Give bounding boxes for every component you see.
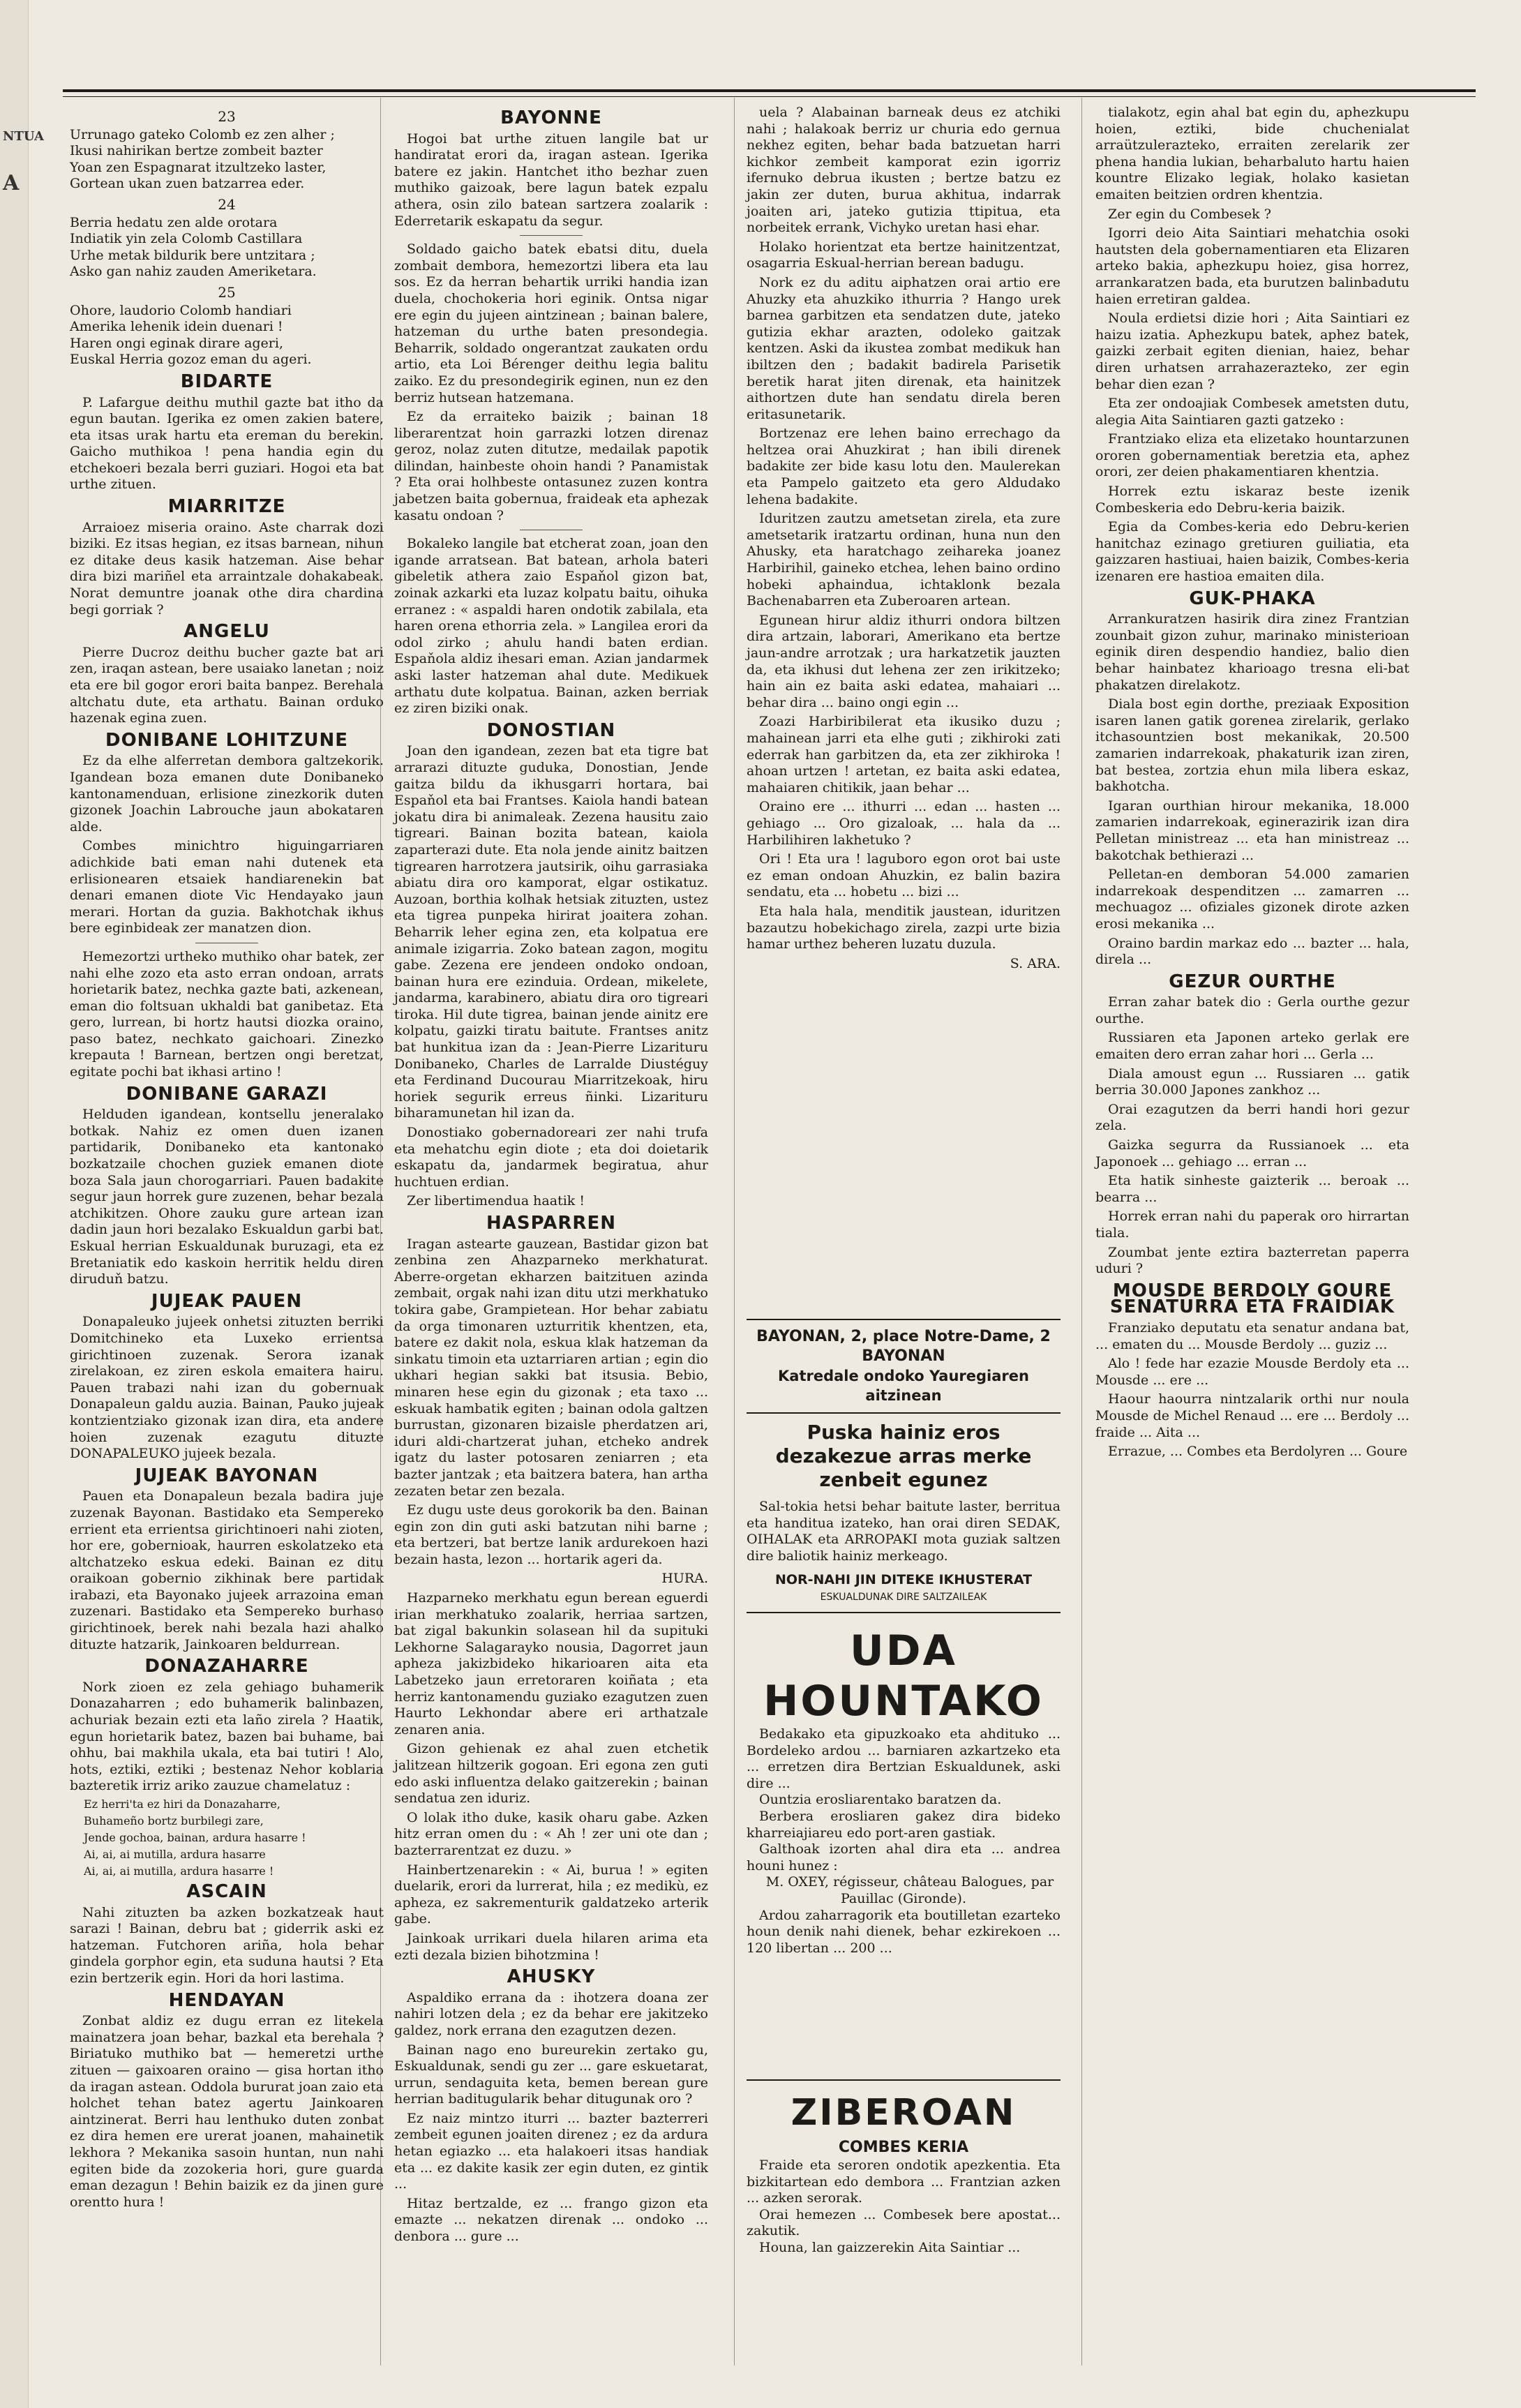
poem-number: 25: [218, 283, 236, 301]
article-text: Noula erdietsi dizie hori ; Aita Saintiari ez haizu izatia. Aphezkupu batek, aphez batek, gaizki zerbait egiten dienian, haiez, behar diren urhatsen arrahazerazteko, zer egin behar dien ezan ?: [1095, 311, 1409, 392]
section-heading-guk-phaka: GUK-PHAKA: [1189, 588, 1316, 609]
article-text: Gaizka segurra da Russianoek ... eta Japonoek ... gehiago ... erran ...: [1095, 1137, 1409, 1169]
article-text: Houna, lan gaizzerekin Aita Saintiar ...: [759, 2239, 1021, 2255]
article-text: Russiaren eta Japonen arteko gerlak ere emaiten dero erran zahar hori ... Gerla ...: [1095, 1030, 1409, 1063]
section-heading-jujeak-pauen: JUJEAK PAUEN: [151, 1290, 303, 1312]
article-text: Donapaleuko jujeek onhetsi zituzten berriki Domitchineko eta Luxeko errientsa girichtinoen zuzenak. Serora izanak zirelakoan, ez ziren eskola emaitera hairu. Pauen trabazi nahi izan du gobernuak Donapaleun galdu auzia. Bainan, Pauko jujeak kontzientziako gizonak izan dira, eta andere hoien zuzenak ezagutu dituzte DONAPALEUKO jujeek bezala.: [70, 1314, 384, 1462]
column-divider: [1081, 98, 1082, 2365]
article-text: Ori ! Eta ura ! laguboro egon orot bai uste ez eman ondoan Ahuzkin, ez balin bazira sendatu, eta ... hobetu ... bizi ...: [747, 851, 1061, 900]
verse-line: Ai, ai, ai mutilla, ardura hasarre !: [84, 1864, 274, 1878]
article-text: Holako horientzat eta bertze hainitzentzat, osagarria Eskual-herrian berean badugu.: [747, 239, 1061, 271]
article-text: Zoazi Harbiribilerat eta ikusiko duzu ; mahainean jarri eta elhe guti ; zikhiroki zati ederrak han garbitzen da, eta zer zikhiroka ! ahoan urtzen ! artetan, ez baita aski edatea, mahaiaren chitikik, jaan behar ...: [747, 714, 1061, 795]
section-subheading: COMBES KERIA: [838, 2139, 969, 2156]
top-rule-thin: [63, 96, 1476, 97]
article-text: Pauen eta Donapaleun bezala badira juje zuzenak Bayonan. Bastidako eta Sempereko errient eta errientsa girichtinoeri nahi zioten, hor ere, gobernioak, haurren eskolatzeko eta altchatzeko eskua edeki. Bainan ez ditu oraikoan gobernio zikhinak bere partidak irabazi, eta Bayonako jujeek arrazoina eman zuzenari. Bastidako eta Sempereko burhaso girichtinoek, berek nahi bezala hazi ahalko dituzte hatzarik, Jainkoaren beldurrean.: [70, 1488, 384, 1652]
ad-slogan: Puska hainiz eros dezakezue arras merke: [775, 1421, 1032, 1467]
verse-line: Berria hedatu zen alde orotara: [70, 214, 278, 230]
verse-line: Indiatik yin zela Colomb Castillara: [70, 231, 303, 247]
verse-line: Buhameño bortz burbilegi zare,: [84, 1814, 264, 1827]
article-text: Zer libertimendua haatik !: [407, 1193, 585, 1209]
article-text: Pierre Ducroz deithu bucher gazte bat ari zen, iraqan astean, bere usaiako lanetan ; noiz eta ere bil gogor erori baita banpez. Berehala altchatu dute, eta arthatu. Bainan orduko hazenak egina zuen.: [70, 644, 384, 726]
signature: S. ARA.: [1010, 955, 1061, 971]
ad-body: Bedakako eta gipuzkoako eta ahdituko ... Bordeleko ardou ... barniaren azkartzeko eta ... erretzen dira Bertzian Eskualdunek, aski dire ...: [747, 1726, 1061, 1791]
section-heading-miarritze: MIARRITZE: [167, 496, 286, 518]
article-text: Bokaleko langile bat etcherat zoan, joan den igande arratsean. Bat batean, arhola bateri gibeletik athera zaio Espaňol gizon bat, zoinak azkarki eta luzaz kolpatu baitu, oihuka erranez : « aspaldi haren ondotik zabilala, eta haren orena ethorria zela. » Langilea erori da odol zirko ; ahulu handi baten erdian. Espaňola aldiz ihesari eman. Azian jandarmek aski laster hatzeman ahal dute. Medikuek arthatu dute kolpatua. Bainan, azken berriak ez ziren biziki onak.: [394, 536, 708, 717]
article-text: Horrek erran nahi du paperak oro hirrartan tiala.: [1095, 1209, 1409, 1241]
section-heading-hasparren: HASPARREN: [486, 1213, 616, 1234]
article-text: Jainkoak urrikari duela hilaren arima eta ezti dezala bizien bihotzmina !: [394, 1930, 708, 1963]
article-text: Nork ez du aditu aiphatzen orai artio ere Ahuzky eta ahuzkiko ithurria ? Hango urek barnea garbitzen eta sendatzen dute, jateko gutizia ekhar arazten, odoleko gaitzak kentzen. Aski da ikustea zombat medikuk han ibiltzen den ; badakit badirela Parisetik beretik harat jiten direnak, eta hainitzek aithortzen dute han sendatu direla beren eritasunetarik.: [747, 274, 1061, 422]
ad-rule: [747, 1412, 1061, 1414]
article-text: Soldado gaicho batek ebatsi ditu, duela zombait dembora, hemezortzi libera eta lau sos. Ez da herran behartik urriki handia izan duela, chochokeria hori eginik. Ontsa nigar ere egin du jujeen aintzinean ; bainan balere, hatzeman du urthe baten presondegia. Beharrik, soldado ongerantzat zaukaten ordu artio, eta Loi Bérenger deithu legia balitu zaiko. Ez du presondegirik eginen, nun ez den berriz hutsean hatzemana.: [394, 241, 708, 405]
ad-body: Galthoak izorten ahal dira eta ... andrea houni hunez :: [747, 1841, 1061, 1874]
section-heading-gezur-ourthe: GEZUR OURTHE: [1169, 971, 1336, 992]
article-text: Frantziako eliza eta elizetako hountarzunen ororen gobernamentiak beretzia eta, aphez orori, zer deien phakamentiaren khentzia.: [1095, 431, 1409, 480]
ad-body: M. OXEY, régisseur, château Balogues, par Pauillac (Gironde).: [765, 1874, 1054, 1906]
article-text: Pelletan-en demboran 54.000 zamarien indarrekoak despenditzen ... zamarren ... mechuagoz ... ofiziales gizonek dirote azken erosi mekanika ...: [1095, 867, 1409, 932]
verse-line: Yoan zen Espagnarat itzultzeko laster,: [70, 159, 327, 175]
article-text: Ez da elhe alferretan dembora galtzekorik. Igandean boza emanen dute Donibaneko kantonamenduan, erlisione zinezkorik duten gizonek Joachin Labrouche jaun abokataren alde.: [70, 753, 384, 835]
separator: [520, 235, 583, 236]
section-ziberoan: [747, 2072, 1061, 2257]
ad-small: ESKUALDUNAK DIRE SALTZAILEAK: [820, 1592, 987, 1603]
section-heading-ziberoan: ZIBEROAN: [791, 2092, 1017, 2134]
ad-body: Berbera erosliaren gakez dira bideko kharreiajiareu edo port-aren gastiak.: [747, 1808, 1061, 1841]
section-heading-donazaharre: DONAZAHARRE: [144, 1656, 309, 1677]
article-text: Hitaz bertzalde, ez ... frango gizon eta emazte ... nekatzen direnak ... ondoko ... denbora ... gure ...: [394, 2195, 708, 2245]
article-text: Bortzenaz ere lehen baino errechago da heltzea orai Ahuzkirat ; han ibili direnek badakite zer bide kasu lotu den. Maulerekan eta Pampelo gaitzeto eta gero Aldudako lehena badakite.: [747, 426, 1061, 507]
article-text: Iduritzen zautzu ametsetan zirela, eta zure ametsetarik iratzartu ordinan, huna nun den Ahusky, eta haratchago zeihareka joanez Harbirihil, gaineko etchea, lehen baino ordino hobeki aphaindua, ichtaklonk bezala Bachenabarren eta Zuberoaren artean.: [747, 511, 1061, 609]
poem-stanza: [70, 127, 384, 193]
article-text: Zonbat aldiz ez dugu erran ez litekela mainatzera joan behar, bazkal eta berehala ? Biriatuko muthiko bat — hemeretzi urthe zituen — gaixoaren oraino — gisa hortan itho da iragan astean. Oddola bururat joan zaio eta holchet tehan batez agertu Jainkoaren aintzinerat. Berri hau lenthuko duten zonbat ez dira hemen ere urerat joanen, mahainetik lekhora ? Mekanika sasoin huntan, nun nahi egiten bide da zozokeria hori, gure guarda eman dezagun ! Behin baizik ez da jinen gure orentto hura !: [70, 2013, 384, 2210]
article-text: Hainbertzenarekin : « Ai, burua ! » egiten duelarik, erori da lurrerat, hila ; ez medikù, ez apheza, ez sakrementurik galdatzeko arterik gabe.: [394, 1862, 708, 1927]
verse-line: Urhe metak bildurik bere untzitara ;: [70, 247, 315, 263]
poem-stanza: [70, 215, 384, 281]
ad-store-name: Katredale ondoko Yauregiaren aitzinean: [778, 1368, 1029, 1404]
poem-number: 23: [218, 108, 236, 125]
article-text: Alo ! fede har ezazie Mousde Berdoly eta ... Mousde ... ere ...: [1095, 1356, 1409, 1388]
verse-line: Urrunago gateko Colomb ez zen alher ;: [70, 126, 335, 142]
margin-label-top: NTUA: [3, 129, 44, 144]
column-2: [394, 105, 708, 2248]
verse-line: Ohore, laudorio Colomb handiari: [70, 302, 292, 318]
ad-body: Ardou zaharragorik eta boutilletan ezarteko houn denik nahi dienek, behar ezkirekoen ... 120 libertan ... 200 ...: [747, 1907, 1061, 1956]
verse-line: Amerika lehenik idein duenari !: [70, 319, 283, 335]
ad-title: UDA HOUNTAKO: [763, 1626, 1044, 1726]
song-verse: [70, 1797, 384, 1878]
section-heading-donostian: DONOSTIAN: [486, 719, 616, 741]
article-text: uela ? Alabainan barneak deus ez atchiki nahi ; halakoak berriz ur churia edo gernua nekhez egiten, behar bada batzuetan harri kichkor zembeit kamporat ezin igorriz ifernuko debrua ikusten ; bertze batzu ez jakin zer duten, burua akhitua, indarrak joaiten ari, jateko gutizia ttipitua, eta norbeitek errank, Vichyko uretan hasi ehar.: [747, 105, 1061, 236]
article-text: Bainan nago eno bureurekin zertako gu, Eskualdunak, sendi gu zer ... gare eskuetarat, urrun, sendaguita keta, bemen berean gure herrian baditugularik behar ditugunak oro ?: [394, 2042, 708, 2107]
article-text: Gizon gehienak ez ahal zuen etchetik jalitzean hiltzerik gogoan. Eri egona zen guti edo aski influentza delako gaitzerekin ; bainan sendatua zen iduriz.: [394, 1741, 708, 1807]
article-text: Eta hala hala, menditik jaustean, iduritzen bazautzu hobekichago zirela, zazpi urte bizia hamar urthez beheren luzatu duzula.: [747, 903, 1061, 952]
article-text: Ez da erraiteko baizik ; bainan 18 liberarentzat hoin garrazki lotzen direnaz geroz, nolaz zuten ditutze, medailak papotik dilindan, hainbeste ohoin handi ? Panamistak ? Eta orai holhbeste ontasunez zuzen kontra jabetzen baita gobernua, fraideak eta aphezak kasatu ondoan ?: [394, 409, 708, 523]
article-text: Egunean hirur aldiz ithurri ondora biltzen dira artzain, laborari, Amerikano eta bertze jaun-andre arrotzak ; ura harkatzetik jauzten da, eta ikhusi dut lehena zer zen irikitzeko; hain ain ez baita aski edatea, mahaiari ... behar dira ... baino ongi egin ...: [747, 612, 1061, 710]
article-text: Diala amoust egun ... Russiaren ... gatik berria 30.000 Japones zankhoz ...: [1095, 1065, 1409, 1098]
ad-footer: NOR-NAHI JIN DITEKE IKHUSTERAT: [774, 1572, 1033, 1588]
article-text: Iragan astearte gauzean, Bastidar gizon bat zenbina zen Ahazparneko merkhaturat. Aberre-orgetan ekharzen baitzituen azinda zembait, orgak nahi izan ditu utzi merkhatuko tokira gabe, Grampietean. Hor behar zabiatu da orga timonaren uzturritik khentzen, eta, batere ez dakit nola, eskua klak hatzeman da sinkatu timoin eta uztarriaren artian ; egin dio ukhari hegian sakki bat itsusia. Bebio, minaren hese egin du gizonak ; eta taxo ... eskuak hambatik egiten ; bainan odola galtzen burrustan, gizonaren bizaisle pherdatzen ari, iduri aldi-chartzerat juhan, etcheko andrek igatz du laster potosaren zeniarren ; eta bazter jantzak ; eta baitzera batera, han artha zezaten betar zen bezala.: [394, 1236, 708, 1499]
article-text: Egia da Combes-keria edo Debru-kerien hanitchaz ezinago gretiuren guiliatia, eta gaizzaren hastiuai, haien baizik, Combes-keria izenaren ere hastioa emaiten dila.: [1095, 519, 1409, 585]
verse-line: Ikusi nahirikan bertze zombeit bazter: [70, 143, 323, 159]
ad-rule: [747, 2079, 1061, 2081]
article-text: Ez naiz mintzo iturri ... bazter bazterreri zembeit egunen joaiten direnez ; ez da ardura hetan egiazko ... eta halakoeri itsas handiak eta ... ez dakite kasik zer egin duten, ez gintik ...: [394, 2110, 708, 2192]
article-text: Oraino ere ... ithurri ... edan ... hasten ... gehiago ... Oro gizaloak, ... hala da ... Harbilihiren lakhetuko ?: [747, 799, 1061, 848]
poem-stanza: [70, 303, 384, 368]
article-text: tialakotz, egin ahal bat egin du, aphezkupu hoien, eztiki, bide chuchenialat arraützulerazteko, erraiten zerelarik zer phena handia lukian, beharbaluto hartu haien kountre Elizako legiak, holako kasietan emaiten beitzien ordren khentzia.: [1095, 105, 1409, 202]
article-text: O lolak itho duke, kasik oharu gabe. Azken hitz erran omen du : « Ah ! zer uni ote dan ; bazterrarentzat ez duzu. »: [394, 1809, 708, 1858]
article-text: Arraioez miseria oraino. Aste charrak dozi biziki. Ez itsas hegian, ez itsas barnean, nihun ez ditake deus kasik hatzeman. Aise behar dira bizi mariñel eta arraintzale dohakabeak. Norat demuntre joanak othe dira chardina begi gorriak ?: [70, 519, 384, 618]
article-text: Donostiako gobernadoreari zer nahi trufa eta mehatchu egin diote ; eta doi doietarik eskapatu da, jandarmek begiratua, ahur huchtuen erdian.: [394, 1125, 708, 1190]
verse-line: Ai, ai, ai mutilla, ardura hasarre: [84, 1848, 266, 1861]
article-text: Helduden igandean, kontsellu jeneralako botkak. Nahiz ez omen duen izanen partidarik, Donibaneko eta kantonako bozkatzaile chochen guziek emanen diote boza Sala jaun chorogarriari. Pauen badakite segur jaun horrek gure zuzenen, behar bezala atchikitzen. Ohore zauku gure artean izan dadin jaun hori bezalako Eskualdun garbi bat. Eskual herrian Eskualdunak buruzagi, eta ez Bretaniatik edo kaskoin herritik heldu diren diruduň batzu.: [70, 1107, 384, 1287]
left-margin: [0, 0, 44, 2408]
signature: HURA.: [661, 1571, 708, 1587]
section-heading-ahusky: AHUSKY: [507, 1966, 596, 1988]
article-text: Hemezortzi urtheko muthiko ohar batek, zer nahi elhe zozo eta asto erran ondoan, arrats horietarik batez, nechka gazte bati, azkenean, eman dio foltsuan ukhaldi bat ganibetaz. Eta gero, lurrean, bi hortz hautsi diozka oraino, paso batez, nechkato gaichoari. Zinezko krepauta ! Barnean, bertzen ongi beretzat, egitate pochi bat ikhasi artino !: [70, 948, 384, 1080]
column-3: [747, 105, 1061, 975]
column-divider: [734, 98, 735, 2365]
verse-line: Ez herri'ta ez hiri da Donazaharre,: [84, 1797, 280, 1811]
section-heading-donibane-lohitzune: DONIBANE LOHITZUNE: [105, 729, 349, 751]
poem-number: 24: [218, 195, 236, 213]
ad-body: Sal-tokia hetsi behar baitute laster, berritua eta handitua izateko, han orai diren SEDAK, OIHALAK eta ARROPAKI mota guziak saltzen dire baliotik hainiz merkeago.: [747, 1499, 1061, 1564]
article-text: Horrek eztu iskaraz beste izenik Combeskeria edo Debru-keria baizik.: [1095, 484, 1409, 516]
article-text: Joan den igandean, zezen bat eta tigre bat arrarazi dituzte guduka, Donostian, Jende gaitza bildu da ikhusgarri hortara, bai Espaňol eta bai Frantses. Kaiola handi batean jokatu dira bi animaleak. Zezena hausitu zaio tigreari. Bainan bozita batean, kaiola zaparterazi dute. Eta nola jende ainitz baitzen tigrearen harrotzera jautsirik, oihu garrasiaka abiatu dira oro kamporat, elgar ostikatuz. Auzoan, borthia kolhak hetsiak zituzten, ustez eta tigrea punpeka hirirat joaitera zohan. Beharrik leher egina zen, eta kolpatua ere animale izigarria. Zoko batean zagon, mogitu gabe. Zezena ere jendeen ondoko ondoan, bainan hura ere ezinduia. Ordean, mikelete, jandarma, karabinero, abiatu dira oro tigreari tiroka. Hil dute tigrea, bainan jende ainitz ere kolpatu, gaizki tiratu baitute. Frantses anitz bat hunkitua izan da : Jean-Pierre Lizarituru Donibaneko, Charles de Larralde Diustéguy eta Ferdinand Ducourau Miarritzekoak, hiru horiek segurik erreus ñinki. Lizarituru biharamunetan hil izan da.: [394, 743, 708, 1121]
ad-rule: [747, 1319, 1061, 1320]
verse-line: Haren ongi eginak dirare ageri,: [70, 335, 284, 351]
article-text: Ez dugu uste deus gorokorik ba den. Bainan egin zon din guti aski batzutan nihi barne ; eta bertzeri, bat bertze lanik ardurekoen hazi bezain hasta, lezon ... hortarik ageri da.: [394, 1502, 708, 1567]
article-text: P. Lafargue deithu muthil gazte bat itho da egun bautan. Igerika ez omen zakien batere, eta itsas urak hartu eta ereman du berekin. Gaicho muthikoa ! pena handia egin du etchekoeri bezala berri guziari. Hogoi eta bat urthe zituen.: [70, 394, 384, 493]
section-heading-bayonne: BAYONNE: [500, 107, 602, 128]
section-heading-jujeak-bayonan: JUJEAK BAYONAN: [135, 1465, 319, 1486]
article-text: Nahi zituzten ba azken bozkatzeak haut sarazi ! Bainan, debru bat ; giderrik aski ez hatzeman. Futchoren ariña, hola behar gindela gorphor egin, eta suduna hautsi ? Eta ezin bertzerik egin. Hori da hori lastima.: [70, 1904, 384, 1986]
article-text: Arrankuratzen hasirik dira zinez Frantzian zounbait gizon zuhur, marinako ministerioan eginik diren despendio handiez, balio dien behar hainbatez kharioago tresna eli-bat phakatzen direlakotz.: [1095, 611, 1409, 693]
advertisement-uda: [747, 1626, 1061, 1957]
article-text: Igorri deio Aita Saintiari mehatchia osoki hautsten dela gobernamentiaren eta Elizaren arteko bakia, aphezkupu hoiez, gisa horrez, arrankaratzen bada, eta burutzen balinbadutu haien erretiran galdea.: [1095, 225, 1409, 307]
ad-body: Ountzia erosliarentako baratzen da.: [759, 1792, 1002, 1808]
article-text: Eta hatik sinheste gaizterik ... beroak ... bearra ...: [1095, 1173, 1409, 1205]
article-text: Diala bost egin dorthe, preziaak Exposition isaren lanen gatik gorenea zirelarik, gerlako itchasountzien bost mekanikak, 20.500 zamarien indarrekoak, phakaturik izan ziren, bat bestea, zortzia ehun mila libera eskaz, bakhotcha.: [1095, 696, 1409, 795]
article-text: Nork zioen ez zela gehiago buhamerik Donazaharren ; edo buhamerik balinbazen, achuriak bezain ezti eta laño zirela ? Haatik, egun horietarik batez, bazen bai buhame, bai ohhu, bai makhila ukala, eta bai tutiri ! Alo, hots, eztiki, eztiki ; bestenaz Nehor koblaria bazteretik irriz ariko zauzue chamelatuz :: [70, 1679, 384, 1794]
article-text: Eta zer ondoajiak Combesek ametsten dutu, alegia Aita Saintiaren gazti gatzeko :: [1095, 396, 1409, 428]
article-text: Hazparneko merkhatu egun berean eguerdi irian merkhatuko zoalarik, herriaa sartzen, bat zigal bakunkin solasean hil da supituki Lekhorne Salagarayko nousia, Dagorret jaun apheza jakizbideko hikarioaren aita eta Labetzeko jaun erretoraren koiñata ; eta herriz kantonamendu guziako ezagutzen zuen Haurto Lekhondar abere eri arthatzale zenaren ania.: [394, 1590, 708, 1737]
article-text: Oraino bardin markaz edo ... bazter ... hala, direla ...: [1095, 935, 1409, 968]
article-text: Errazue, ... Combes eta Berdolyren ... Goure: [1108, 1444, 1408, 1460]
section-heading-berdoly: MOUSDE BERDOLY GOURE SENATURRA ETA FRAIDIAK: [1109, 1280, 1395, 1318]
article-text: Aspaldiko errana da : ihotzera doana zer nahiri lotzen dela ; ez da behar ere jakitzeko galdez, nork errana den ezagutzen dezen.: [394, 1989, 708, 2038]
article-text: Orai ezagutzen da berri handi hori gezur zela.: [1095, 1101, 1409, 1134]
section-heading-ascain: ASCAIN: [186, 1881, 267, 1902]
margin-label-a: A: [3, 171, 20, 195]
section-heading-donibane-garazi: DONIBANE GARAZI: [126, 1083, 328, 1105]
section-heading-hendayan: HENDAYAN: [168, 1989, 285, 2011]
verse-line: Jende gochoa, bainan, ardura hasarre !: [84, 1831, 306, 1844]
article-text: Haour haourra nintzalarik orthi nur noula Mousde de Michel Renaud ... ere ... Berdoly ... fraide ... Aita ...: [1095, 1391, 1409, 1440]
column-4: [1095, 105, 1409, 1463]
section-heading-bidarte: BIDARTE: [180, 371, 274, 392]
section-heading-angelu: ANGELU: [183, 621, 270, 643]
article-text: Fraide eta seroren ondotik apezkentia. Eta bizkitartean edo dembora ... Frantzian azken ... azken serorak.: [747, 2158, 1061, 2206]
verse-line: Gortean ukan zuen batzarrea eder.: [70, 176, 305, 192]
top-rule: [63, 89, 1476, 92]
article-text: Erran zahar batek dio : Gerla ourthe gezur ourthe.: [1095, 994, 1409, 1026]
article-text: Franziako deputatu eta senatur andana bat, ... ematen du ... Mousde Berdoly ... guziz ...: [1095, 1319, 1409, 1352]
verse-line: Euskal Herria gozoz eman du ageri.: [70, 352, 312, 368]
article-text: Hogoi bat urthe zituen langile bat ur handiratat erori da, iragan astean. Igerika batere ez jakin. Hantchet itho bezhar zuen muthiko gaizoak, bere lagun batek ezpalu athera, osin zilo batean sartzera zoalarik : Ederretarik eskapatu da segur.: [394, 130, 708, 229]
ad-slogan: zenbeit egunez: [819, 1468, 988, 1491]
verse-line: Asko gan nahiz zauden Ameriketara.: [70, 264, 317, 280]
article-text: Orai hemezen ... Combesek bere apostat... zakutik.: [747, 2206, 1061, 2239]
ad-address: BAYONAN, 2, place Notre-Dame, 2 BAYONAN: [756, 1328, 1051, 1365]
article-text: Combes minichtro higuingarriaren adichkide bati eman nahi dutenek eta erlisionearen etsaiek handiarenekin bat denari emanen diote Vic Hendayako jaun merari. Hortan da guzia. Bakhotchak ikhus bere eginbideak zer manatzen dion.: [70, 838, 384, 936]
article-text: Zoumbat jente eztira bazterretan paperra uduri ?: [1095, 1244, 1409, 1277]
article-text: Igaran ourthian hirour mekanika, 18.000 zamarien indarrekoak, eginerazirik izan dira Pelletan ministreaz ... eta han ministreaz ... bakotchak bethierazi ...: [1095, 798, 1409, 863]
ad-rule: [747, 1612, 1061, 1613]
article-text: Zer egin du Combesek ?: [1108, 206, 1271, 222]
column-1: [70, 105, 384, 2213]
advertisement-store: [747, 1312, 1061, 1620]
